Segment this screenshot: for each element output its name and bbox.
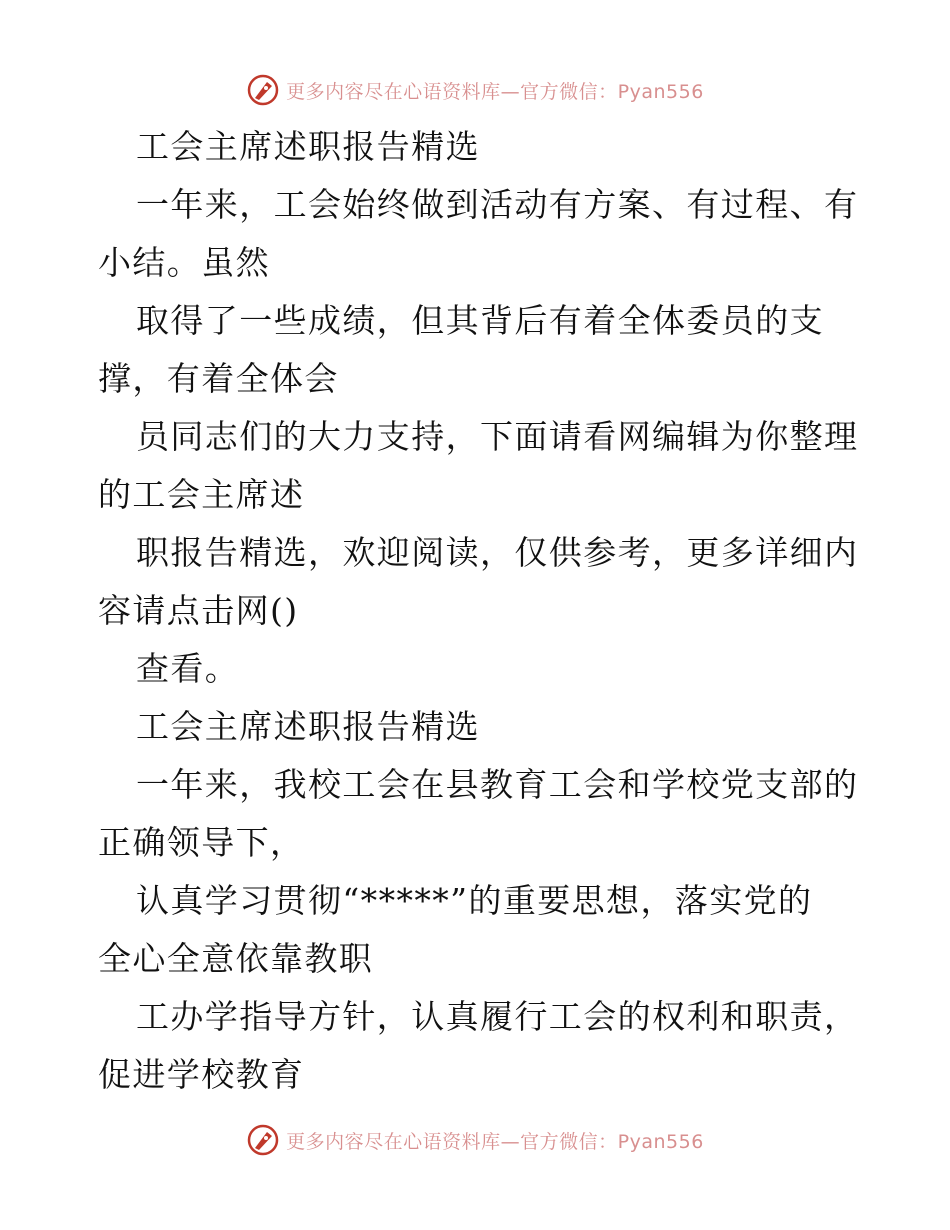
header-banner-text: 更多内容尽在心语资料库—官方微信：Pyan556 bbox=[286, 80, 704, 103]
document-body bbox=[98, 118, 858, 1104]
header-banner bbox=[0, 70, 950, 110]
doc-line: 取得了一些成绩，但其背后有着全体委员的支 bbox=[136, 301, 824, 340]
doc-line: 的工会主席述 bbox=[98, 475, 305, 514]
doc-line: 小结。虽然 bbox=[98, 243, 270, 282]
doc-line: 员同志们的大力支持，下面请看网编辑为你整理 bbox=[136, 417, 859, 456]
footer-banner-inner bbox=[246, 1123, 704, 1157]
doc-line: 一年来，我校工会在县教育工会和学校党支部的 bbox=[136, 765, 859, 804]
doc-line: 促进学校教育 bbox=[98, 1055, 305, 1094]
doc-line: 工会主席述职报告精选 bbox=[136, 127, 480, 166]
doc-line: 工会主席述职报告精选 bbox=[136, 707, 480, 746]
doc-line: 正确领导下， bbox=[98, 823, 305, 862]
footer-banner bbox=[0, 1120, 950, 1160]
doc-line: 查看。 bbox=[136, 649, 240, 688]
doc-line: 职报告精选，欢迎阅读，仅供参考，更多详细内 bbox=[136, 533, 859, 572]
doc-line: 撑，有着全体会 bbox=[98, 359, 339, 398]
pen-nib-logo-icon bbox=[246, 1123, 280, 1157]
doc-line: 全心全意依靠教职 bbox=[98, 939, 374, 978]
pen-nib-logo-icon bbox=[246, 73, 280, 107]
doc-line: 一年来，工会始终做到活动有方案、有过程、有 bbox=[136, 185, 859, 224]
doc-line: 工办学指导方针，认真履行工会的权利和职责， bbox=[136, 997, 859, 1036]
doc-line: 容请点击网() bbox=[98, 591, 299, 630]
doc-line: 认真学习贯彻“*****”的重要思想，落实党的 bbox=[136, 881, 813, 920]
header-banner-inner bbox=[246, 73, 704, 107]
footer-banner-text: 更多内容尽在心语资料库—官方微信：Pyan556 bbox=[286, 1130, 704, 1153]
